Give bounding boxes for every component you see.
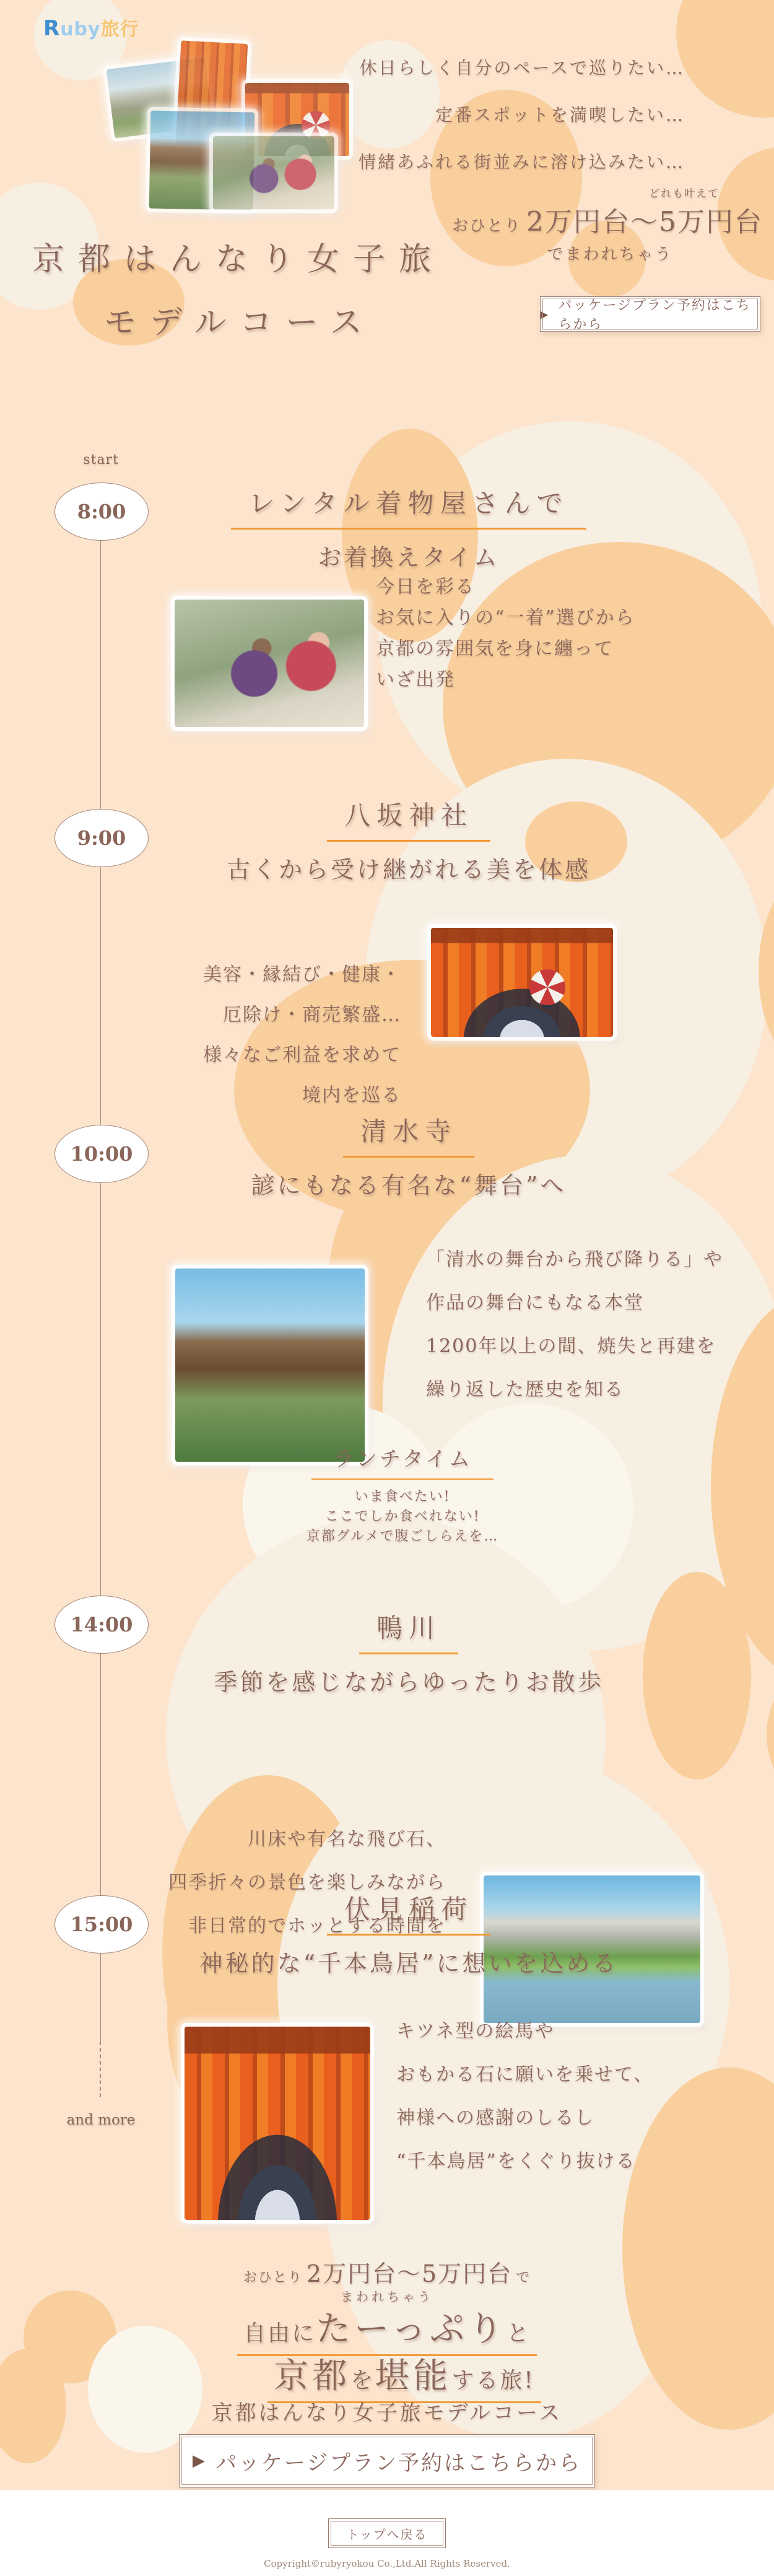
footer-price-suffix: で xyxy=(516,2270,531,2286)
time-badge-800: 8:00 xyxy=(54,482,149,541)
timeline-dashed-line xyxy=(100,2041,101,2097)
footer-price-note: まわれちゃう xyxy=(341,2289,433,2304)
stop1-heading xyxy=(173,483,644,572)
stop3-title: 清水寺 xyxy=(343,1111,474,1158)
back-to-top-button[interactable] xyxy=(328,2518,446,2548)
hero-price-line xyxy=(452,199,763,239)
stop4-subtitle: 季節を感じながらゆったりお散歩 xyxy=(214,1669,604,1696)
stop5-subtitle: 神秘的な“千本鳥居”に想いを込める xyxy=(199,1950,619,1977)
fushimi-inari-senbon-torii-photo xyxy=(181,2023,374,2224)
stop5-body: キツネ型の絵馬や おもかる石に願いを乗せて、 神様への感謝のしるし “千本鳥居”をくぐり抜ける xyxy=(396,2020,654,2172)
stop3-subtitle: 諺にもなる有名な“舞台”へ xyxy=(251,1172,567,1199)
page-title-line1: 京都はんなり女子旅 xyxy=(32,241,445,278)
stop4-body: 川床や有名な飛び石、 四季折々の景色を楽しみながら 非日常的でホッとする時間を xyxy=(168,1828,446,1937)
footer-price-line xyxy=(0,2255,774,2289)
lunch-title: ランチタイム xyxy=(311,1442,494,1480)
timeline-start-label: start xyxy=(83,452,119,468)
stop5-heading xyxy=(173,1889,644,1978)
yasaka-torii-umbrella-photo xyxy=(427,924,617,1041)
wish-line-1: 休日らしく自分のペースで巡りたい… xyxy=(359,58,685,78)
price-suffix-line: でまわれちゃう xyxy=(547,245,673,264)
stop4-title: 鴨川 xyxy=(359,1608,458,1654)
timeline-and-more-label: and more xyxy=(66,2112,136,2128)
kiyomizu-stage-photo xyxy=(172,1265,368,1465)
stop2-subtitle: 古くから受け継がれる美を体感 xyxy=(226,856,591,883)
kimono-women-photo xyxy=(171,596,368,731)
back-to-top-label: トップへ戻る xyxy=(346,2526,428,2542)
stop2-heading xyxy=(173,795,644,884)
footer-catch-line2: 京都を堪能する旅! xyxy=(17,2349,774,2403)
stop2-title: 八坂神社 xyxy=(327,795,490,842)
footer-price-prefix: おひとり xyxy=(243,2270,303,2286)
timeline-line xyxy=(100,530,101,2041)
stop3-heading xyxy=(173,1111,644,1200)
wish-line-2: 定番スポットを満喫したい… xyxy=(435,105,685,125)
stop1-body: 今日を彩る お気に入りの“一着”選びから 京都の雰囲気を身に纏って いざ出発 xyxy=(376,576,635,691)
cta-label: パッケージプラン予約はこちらから xyxy=(215,2450,582,2476)
cta-label: パッケージプラン予約はこちらから xyxy=(558,298,751,333)
logo-part-uby: uby xyxy=(60,19,101,40)
footer-course-name: 京都はんなり女子旅モデルコース xyxy=(211,2401,563,2425)
wish-line-3: 情緒あふれる街並みに溶け込みたい… xyxy=(358,152,685,172)
package-plan-cta-button-bottom[interactable] xyxy=(179,2434,595,2487)
fulfil-note: どれも叶えて xyxy=(649,188,720,200)
page-title-line2: モデルコース xyxy=(104,304,376,341)
umbrella-graphic xyxy=(529,969,565,1005)
copyright-text: Copyright©rubyryokou Co.,Ltd.All Rights Reserved. xyxy=(264,2558,510,2569)
time-badge-1400: 14:00 xyxy=(54,1596,149,1654)
kimono-women-photo-small xyxy=(209,133,338,213)
stop5-title: 伏見稲荷 xyxy=(327,1889,490,1936)
logo-part-ryokou: 旅行 xyxy=(100,19,139,40)
lunch-section xyxy=(204,1442,601,1547)
stop3-body: 「清水の舞台から飛び降りる」や 作品の舞台にもなる本堂 1200年以上の間、焼失と再建を 繰り返した歴史を知る xyxy=(426,1249,723,1400)
time-badge-1500: 15:00 xyxy=(54,1895,149,1954)
play-arrow-icon: ▶ xyxy=(541,308,550,320)
play-arrow-icon: ▶ xyxy=(192,2452,207,2470)
footer-price-range: 2万円台〜5万円台 xyxy=(306,2260,513,2287)
lunch-body: いま食べたい! ここでしか食べれない! 京都グルメで腹ごしらえを… xyxy=(306,1489,499,1544)
price-prefix: おひとり xyxy=(451,217,521,235)
stop1-subtitle: お着換えタイム xyxy=(318,544,500,571)
time-badge-900: 9:00 xyxy=(54,809,149,867)
stop1-title: レンタル着物屋さんで xyxy=(231,483,586,530)
logo-part-r: R xyxy=(43,16,61,41)
stop2-body: 美容・縁結び・健康・ 厄除け・商売繁盛… 様々なご利益を求めて 境内を巡る xyxy=(203,964,401,1106)
ruby-travel-logo[interactable] xyxy=(43,14,139,41)
package-plan-cta-button-top[interactable] xyxy=(540,296,760,332)
price-range: 2万円台〜5万円台 xyxy=(526,206,763,238)
stop4-heading xyxy=(173,1608,644,1697)
footer-catch-line1: 自由にたーっぷりと xyxy=(0,2302,774,2356)
time-badge-1000: 10:00 xyxy=(54,1125,149,1183)
